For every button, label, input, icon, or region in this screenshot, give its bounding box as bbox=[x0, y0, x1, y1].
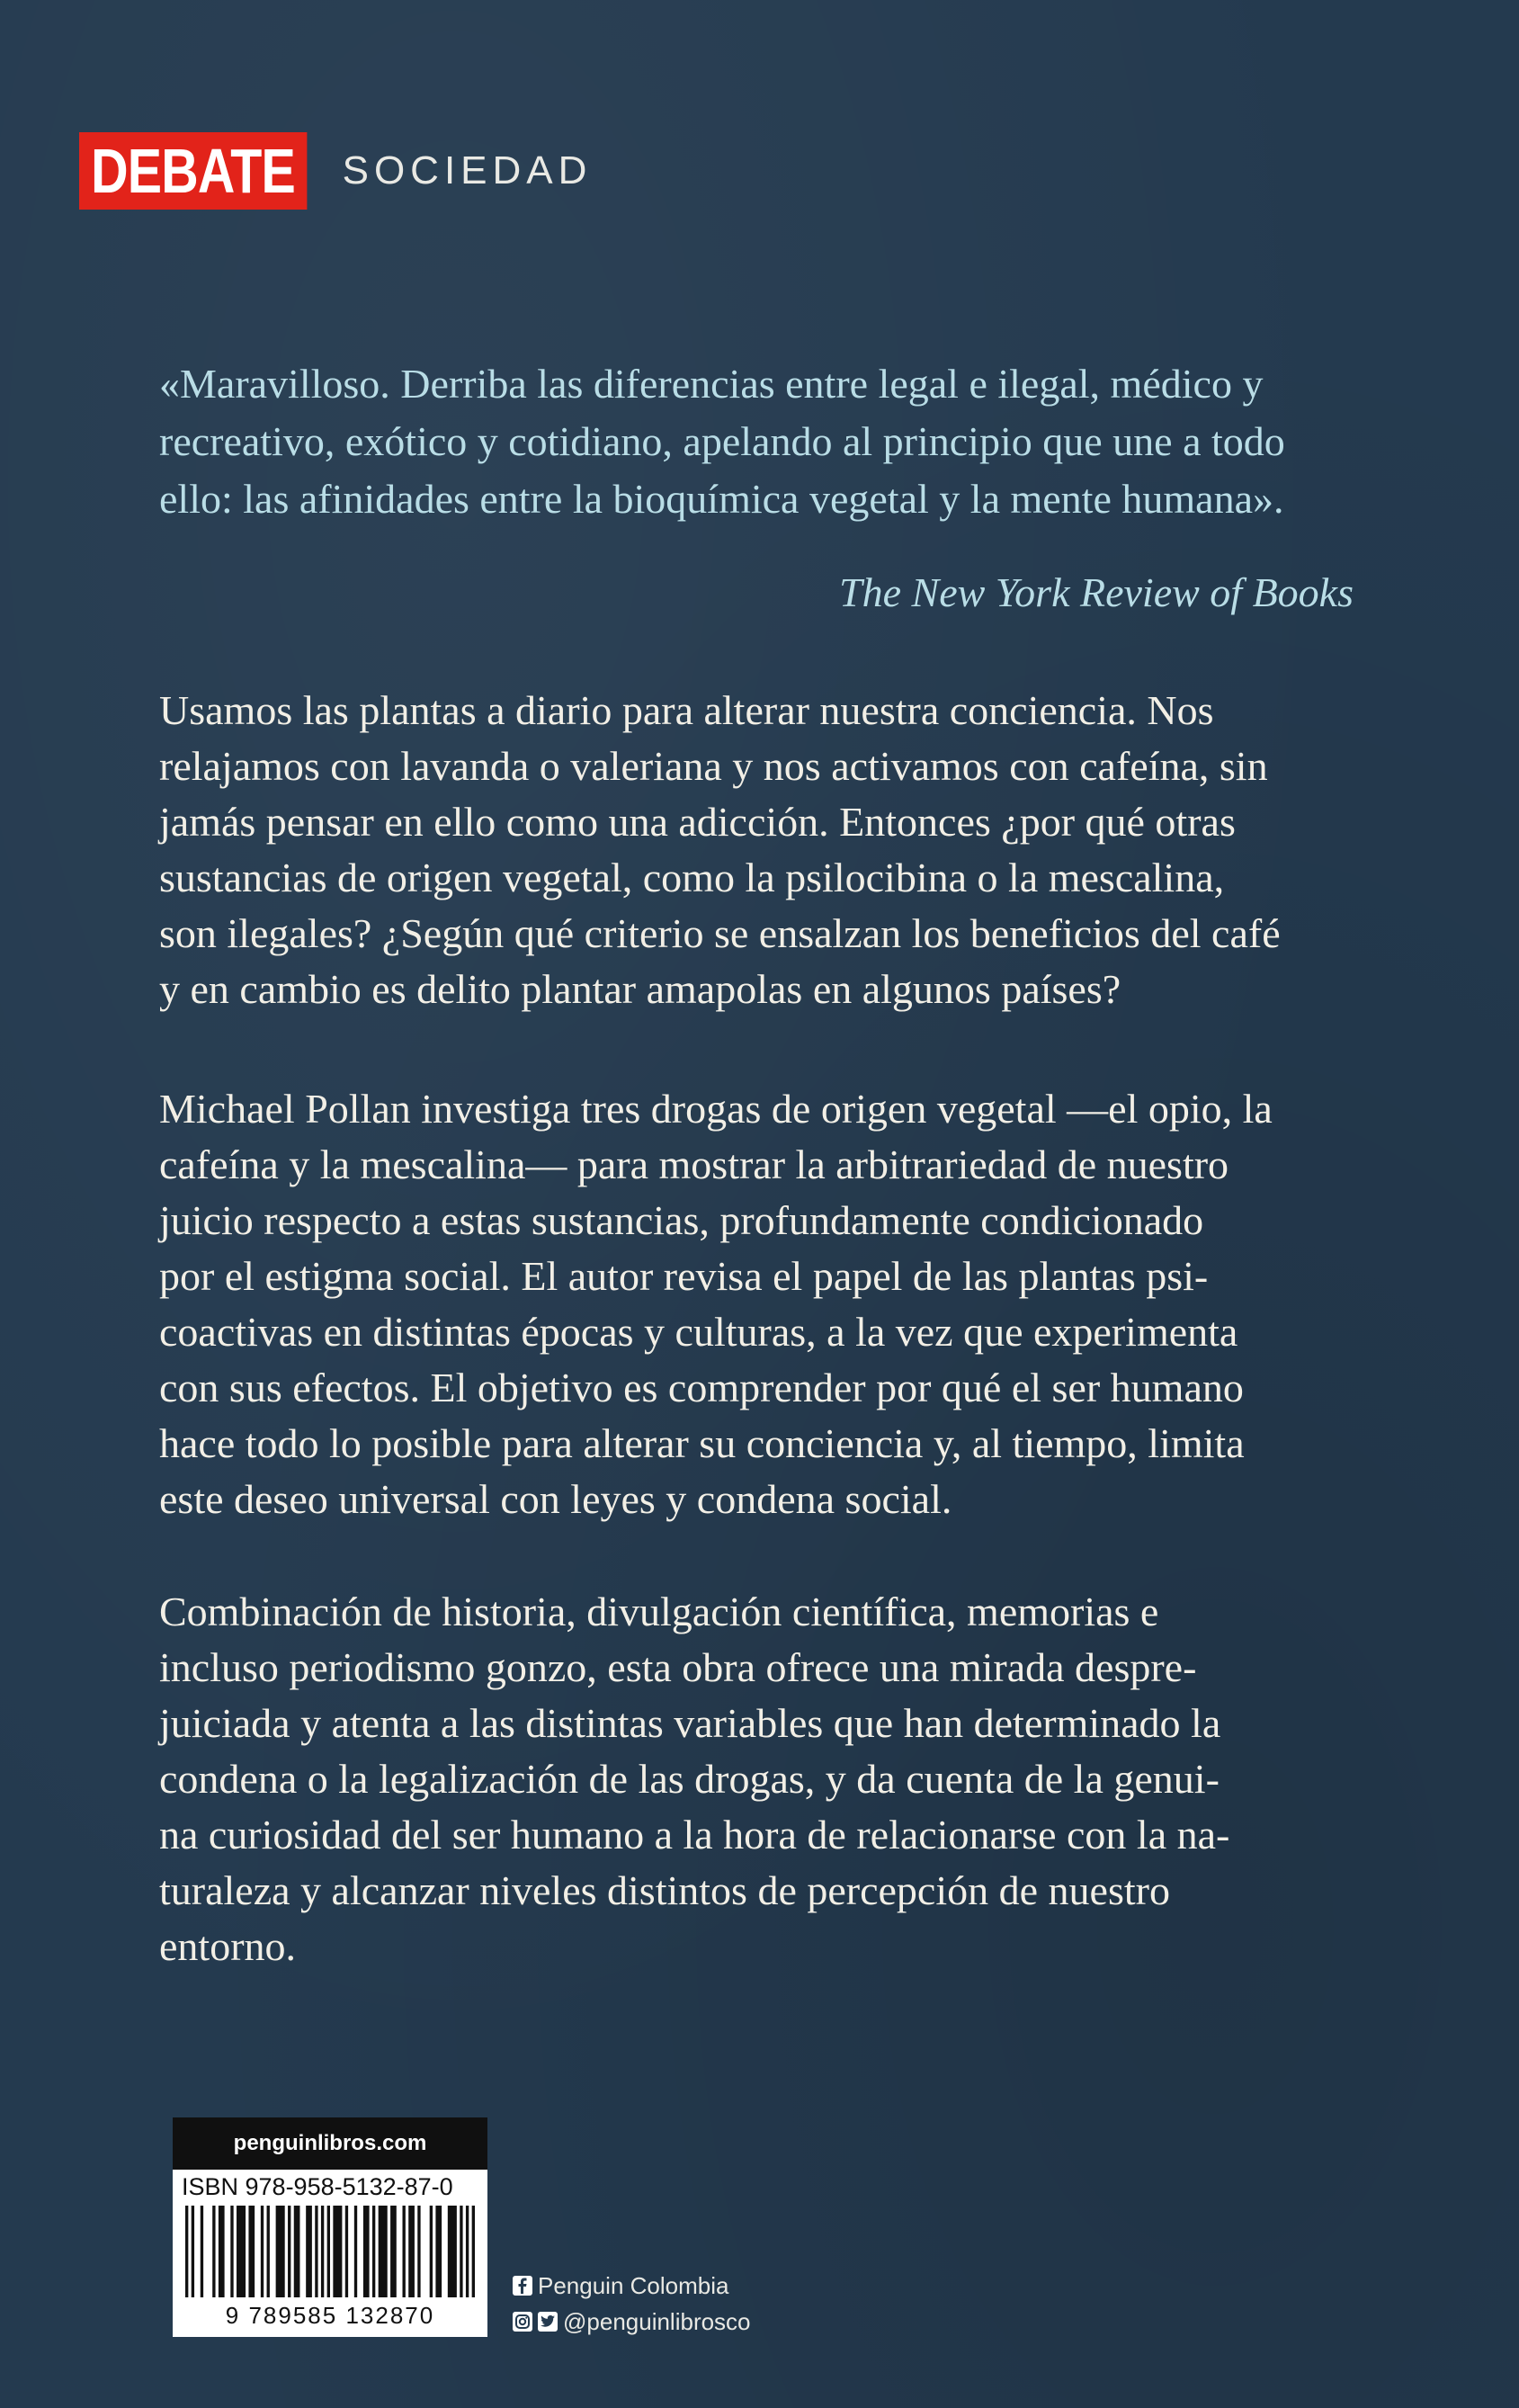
barcode-bar bbox=[345, 2206, 348, 2299]
barcode-digits: 9 789585 132870 bbox=[173, 2297, 487, 2333]
barcode-bar bbox=[327, 2206, 330, 2299]
barcode-bar bbox=[417, 2206, 420, 2299]
website-label: penguinlibros.com bbox=[173, 2117, 487, 2170]
barcode-bar bbox=[212, 2206, 215, 2299]
barcode-bar bbox=[403, 2206, 406, 2299]
barcode-bar bbox=[363, 2206, 370, 2299]
barcode-bar bbox=[230, 2206, 233, 2299]
facebook-page-name: Penguin Colombia bbox=[538, 2272, 729, 2299]
barcode-bar bbox=[288, 2206, 290, 2299]
social-handle: @penguinlibrosco bbox=[563, 2308, 751, 2335]
barcode-bar bbox=[294, 2206, 300, 2299]
barcode-bar bbox=[321, 2206, 324, 2299]
barcode-bar bbox=[379, 2206, 388, 2299]
blurb-paragraph-2: Michael Pollan investiga tres drogas de origen vegetal —el opio, la cafeína y la mescalina— para mostrar la arbitrariedad de nuestro juicio respecto a estas sustancias, profundamente condicionado por el estigma social. El autor revisa el papel de las plantas psi- coactivas en distintas épocas y culturas, a la vez que experimenta con sus efectos. El objetivo es comprender por qué el ser humano hace todo lo posible para alterar su conciencia y, al tiempo, limita este deseo universal con leyes y condena social. bbox=[159, 1086, 1273, 1522]
publisher-logo: DEBATE bbox=[79, 132, 307, 210]
barcode-bar bbox=[354, 2206, 357, 2299]
imprint-logo bbox=[79, 132, 592, 210]
blurb-paragraph-3: Combinación de historia, divulgación científica, memorias e incluso periodismo gonzo, esta obra ofrece una mirada despre- juiciada y atenta a las distintas variables que han determinado la condena o la legalización de las drogas, y da cuenta de la genui- na curiosidad del ser humano a la hora de relacionarse con la na- turaleza y alcanzar niveles distintos de percepción de nuestro entorno. bbox=[159, 1589, 1230, 1969]
instagram-icon bbox=[513, 2312, 532, 2332]
social-facebook[interactable] bbox=[513, 2272, 728, 2299]
barcode-bar bbox=[261, 2206, 264, 2299]
barcode-bar bbox=[333, 2206, 342, 2299]
barcode-bar bbox=[237, 2206, 246, 2299]
barcode-bar bbox=[267, 2206, 270, 2299]
barcode-bar bbox=[435, 2206, 442, 2299]
quote-source: The New York Review of Books bbox=[839, 569, 1354, 615]
barcode-bar bbox=[185, 2206, 188, 2299]
barcode-bar bbox=[472, 2206, 475, 2299]
barcode-bar bbox=[408, 2206, 415, 2299]
collection-label: SOCIEDAD bbox=[342, 148, 593, 192]
isbn-label: ISBN 978-958-5132-87-0 bbox=[182, 2173, 453, 2200]
barcode-bar bbox=[460, 2206, 462, 2299]
barcode-bar bbox=[306, 2206, 312, 2299]
social-instagram-twitter[interactable] bbox=[513, 2308, 751, 2335]
barcode-bar bbox=[390, 2206, 397, 2299]
barcode-bar bbox=[372, 2206, 375, 2299]
barcode-bar bbox=[430, 2206, 433, 2299]
barcode-bar bbox=[201, 2206, 203, 2299]
isbn-barcode-block bbox=[173, 2117, 487, 2337]
facebook-icon bbox=[513, 2276, 532, 2296]
barcode-bar bbox=[276, 2206, 285, 2299]
barcode-bar bbox=[448, 2206, 457, 2299]
barcode-icon bbox=[185, 2206, 475, 2299]
barcode-bar bbox=[466, 2206, 469, 2299]
barcode-bar bbox=[219, 2206, 225, 2299]
twitter-icon bbox=[538, 2312, 558, 2332]
review-quote: «Maravilloso. Derriba las diferencias entre legal e ilegal, médico y recreativo, exótico y cotidiano, apelando al principio que une a todo ello: las afinidades entre la bioquímica vegetal y la mente humana». bbox=[159, 361, 1285, 522]
barcode-bar bbox=[315, 2206, 317, 2299]
blurb-paragraph-1: Usamos las plantas a diario para alterar nuestra conciencia. Nos relajamos con lavanda o valeriana y nos activamos con cafeína, sin jamás pensar en ello como una adicción. Entonces ¿por qué otras sustancias de origen vegetal, como la psilocibina o la mescalina, son ilegales? ¿Según qué criterio se ensalzan los beneficios del café y en cambio es delito plantar amapolas en algunos países? bbox=[159, 687, 1281, 1012]
barcode-bar bbox=[192, 2206, 194, 2299]
barcode-bar bbox=[248, 2206, 255, 2299]
